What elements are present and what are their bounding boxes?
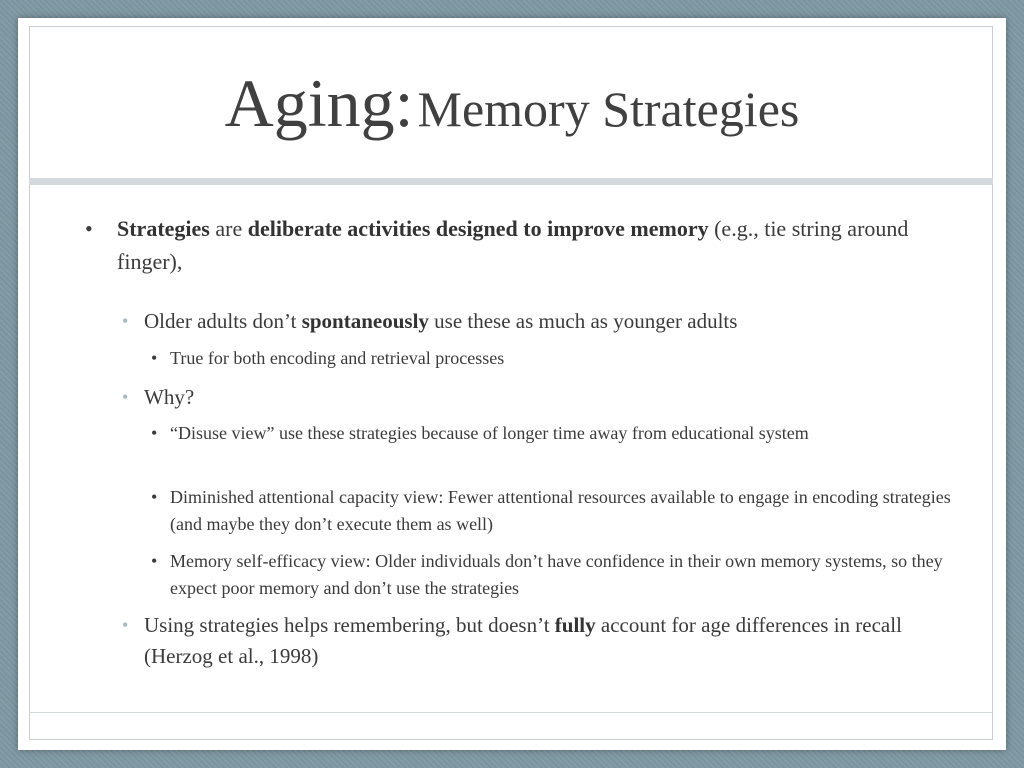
bullet-using-strategies (122, 610, 954, 672)
bullet-text-bold: deliberate activities designed to improve memory (247, 216, 709, 241)
bullet-text: account for age differences in recall (Herzog et al., 1998) (144, 613, 902, 668)
bullet-text: (e.g., tie string around finger), (117, 216, 909, 274)
bullet-marker: • (122, 387, 129, 407)
bullet-text: Memory self-efficacy view: Older individuals don’t have confidence in their own memory systems, so they expect poor memory and don’t use the strategies (170, 551, 943, 598)
slide-title (18, 66, 1006, 141)
bullet-text-bold: fully (554, 613, 596, 637)
bullet-marker: • (85, 216, 93, 241)
slide (18, 18, 1006, 750)
bullet-marker: • (122, 615, 129, 635)
bullet-marker: • (151, 348, 158, 368)
bullet-text: Diminished attentional capacity view: Fewer attentional resources available to engage in encoding strategies (and maybe they don’t execute them as well) (170, 487, 951, 534)
bullet-strategies (85, 212, 917, 278)
title-divider (29, 178, 993, 185)
bullet-marker: • (151, 487, 158, 507)
bullet-marker: • (151, 423, 158, 443)
bullet-disuse-view (151, 420, 960, 447)
bullet-text: are (209, 216, 248, 241)
bullet-text-bold: Strategies (117, 216, 210, 241)
bullet-text: use these as much as younger adults (428, 309, 738, 333)
title-subtitle: Memory Strategies (417, 81, 800, 137)
bullet-self-efficacy-view (151, 548, 960, 602)
title-main: Aging: (224, 65, 414, 141)
bullet-text: Older adults don’t (144, 309, 302, 333)
bullet-marker: • (151, 551, 158, 571)
footer-rule (29, 712, 993, 713)
bullet-encoding-retrieval (151, 345, 960, 372)
bullet-attentional-capacity-view (151, 484, 960, 538)
bullet-text-bold: spontaneously (301, 309, 429, 333)
bullet-text: “Disuse view” use these strategies because of longer time away from educational system (170, 423, 809, 443)
bullet-older-adults (122, 306, 954, 337)
bullet-text: Using strategies helps remembering, but doesn’t (144, 613, 555, 637)
bullet-marker: • (122, 311, 129, 331)
bullet-text: Why? (144, 385, 195, 409)
bullet-why (122, 382, 954, 413)
bullet-text: True for both encoding and retrieval processes (170, 348, 505, 368)
